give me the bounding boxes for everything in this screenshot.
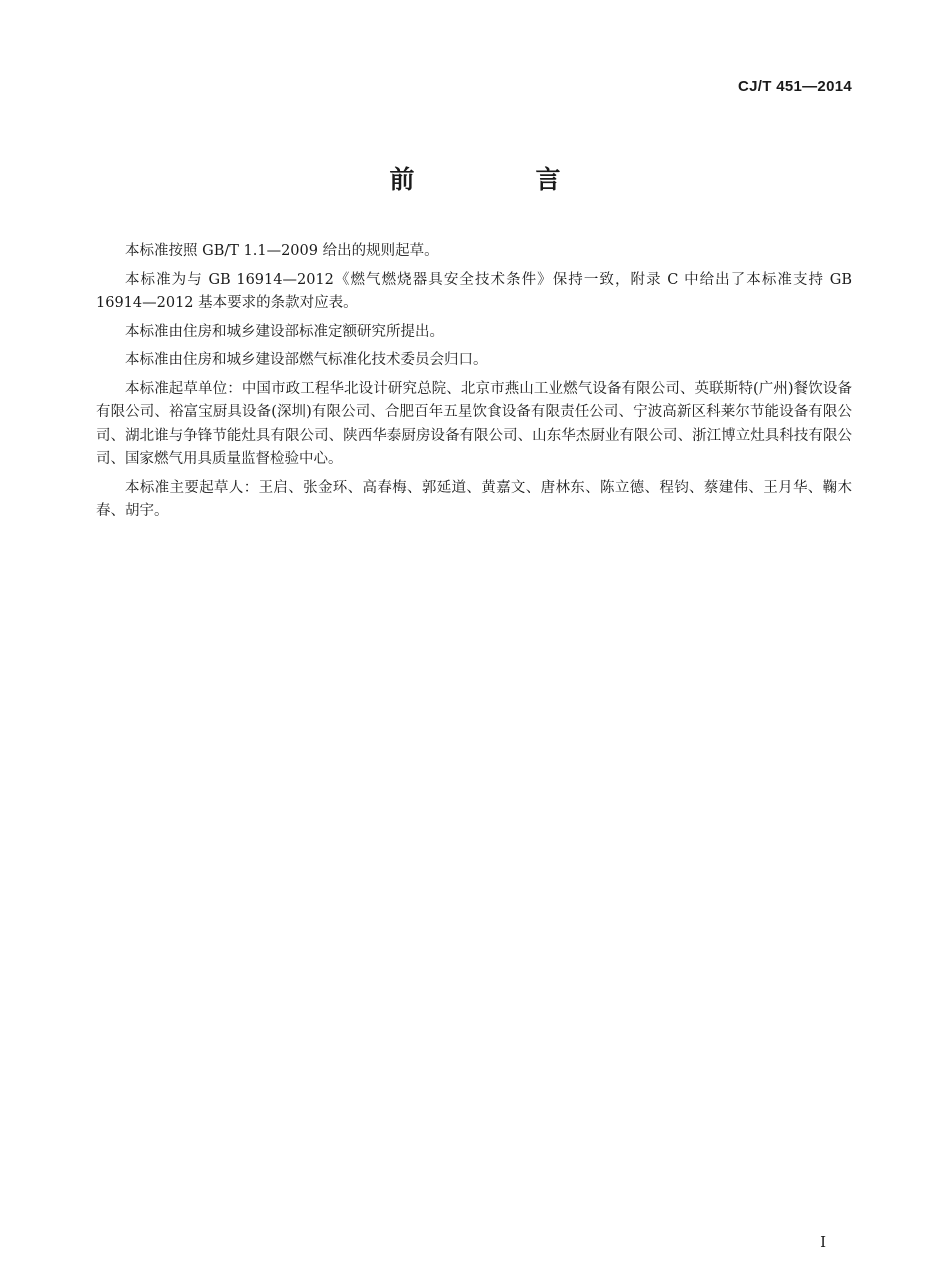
paragraph-drafting-units: 本标准起草单位：中国市政工程华北设计研究总院、北京市燕山工业燃气设备有限公司、英联斯特(广州)餐饮设备有限公司、裕富宝厨具设备(深圳)有限公司、合肥百年五星饮食设备有限责任公司、宁波高新区科莱尔节能设备有限公司、湖北谁与争锋节能灶具有限公司、陕西华泰厨房设备有限公司、山东华杰厨业有限公司、浙江博立灶具科技有限公司、国家燃气用具质量监督检验中心。	[96, 380, 852, 467]
paragraph-consistency: 本标准为与 GB 16914—2012《燃气燃烧器具安全技术条件》保持一致，附录 C 中给出了本标准支持 GB 16914—2012 基本要求的条款对应表。	[96, 271, 852, 311]
paragraph-main-drafters: 本标准主要起草人：王启、张金环、高春梅、郭延道、黄嘉文、唐林东、陈立德、程钧、蔡建伟、王月华、鞠木春、胡宇。	[96, 479, 852, 519]
paragraph-drafting-rules: 本标准按照 GB/T 1.1—2009 给出的规则起草。	[125, 243, 439, 259]
paragraph-proposed-by: 本标准由住房和城乡建设部标准定额研究所提出。	[125, 323, 444, 340]
page-title: 前 言	[389, 165, 609, 194]
page-number: I	[820, 1233, 826, 1251]
standard-code: CJ/T 451—2014	[738, 78, 852, 95]
paragraph-centralized-by: 本标准由住房和城乡建设部燃气标准化技术委员会归口。	[125, 352, 488, 368]
foreword-body	[96, 240, 852, 529]
